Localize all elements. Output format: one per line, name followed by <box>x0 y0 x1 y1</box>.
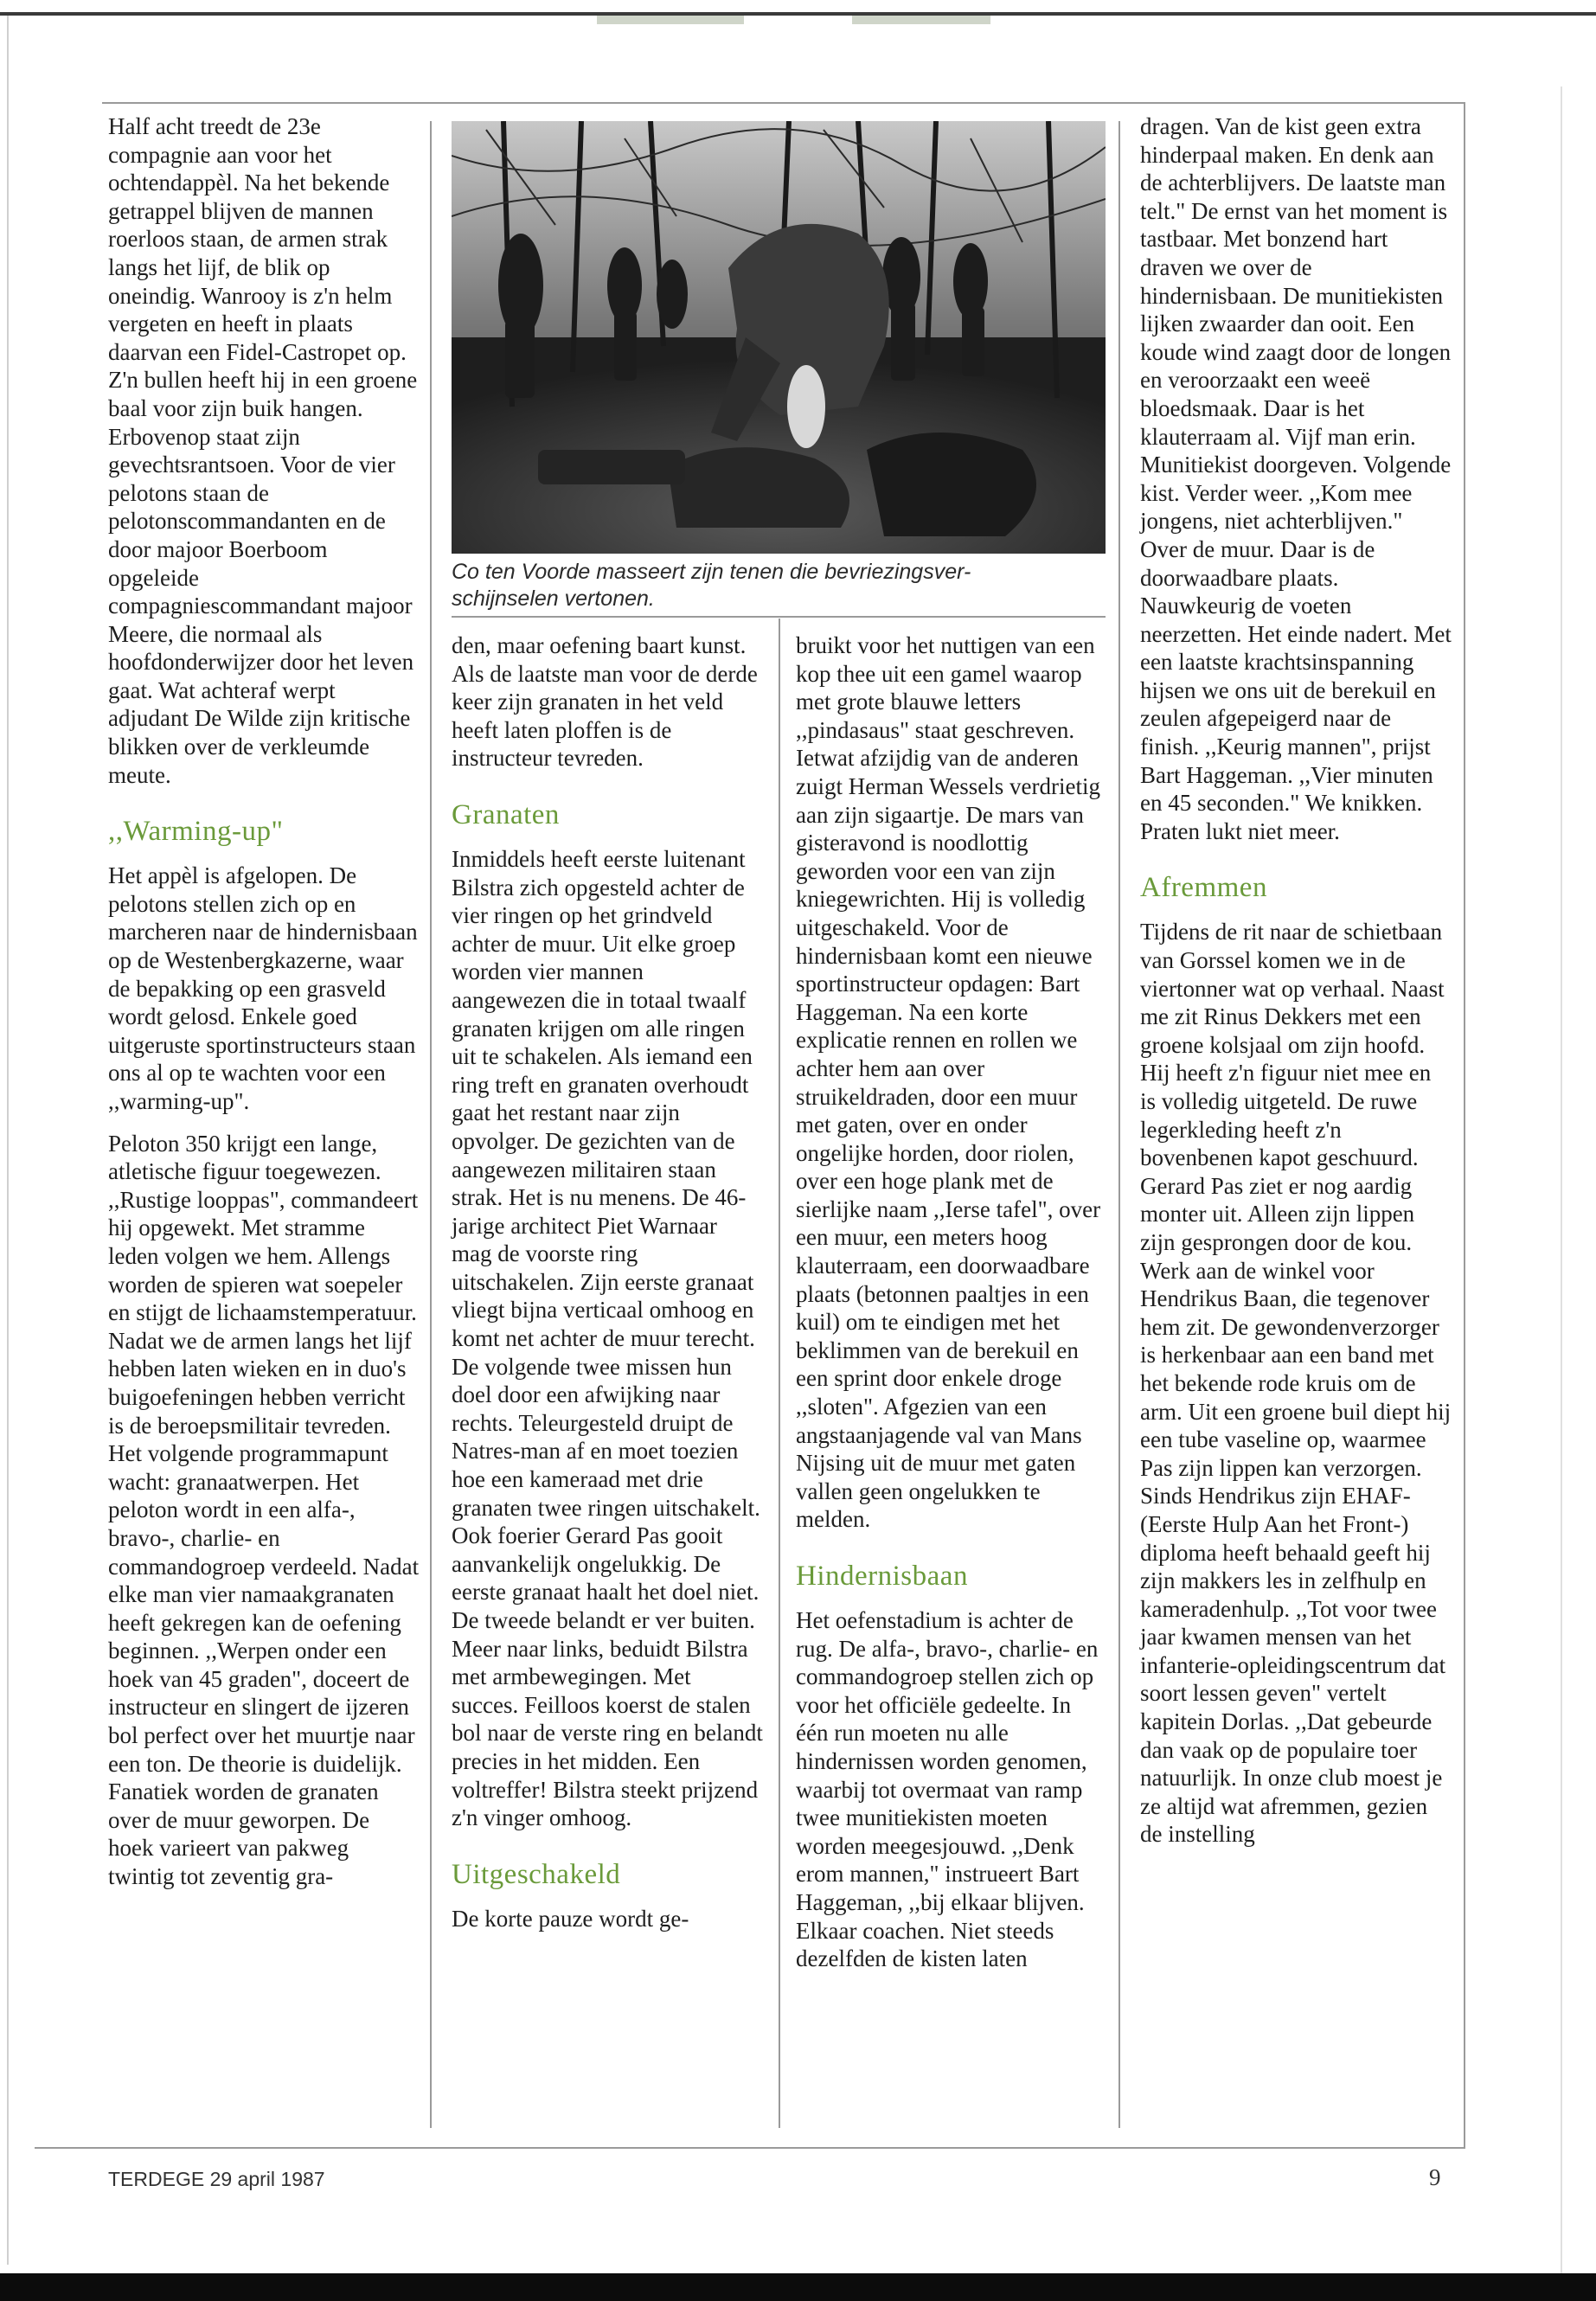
page-number: 9 <box>1429 2164 1441 2190</box>
paragraph: Inmiddels heeft eerste luitenant Bilstra zich opgesteld achter de vier ringen op het grindveld achter de muur. Uit elke groep worden vier mannen aangewezen die in totaal twaalf granaten krijgen om alle ringen uit te schakelen. Als iemand een ring treft en granaten overhoudt gaat het restant naar zijn opvolger. De gezichten van de aangewezen militairen staan strak. Het is nu menens. De 46-jarige architect Piet Warnaar mag de voorste ring uitschakelen. Zijn eerste granaat vliegt bijna verticaal omhoog en komt net achter de muur terecht. De volgende twee missen hun doel door een afwijking naar rechts. Teleurgesteld druipt de Natres-man af en moet toezien hoe een kameraad met drie granaten twee ringen uitschakelt. Ook foerier Gerard Pas gooit aanvankelijk ongelukkig. De eerste granaat haalt het doel niet. De tweede belandt er ver buiten. Meer naar links, beduidt Bilstra met armbewegingen. Met succes. Feilloos koerst de stalen bol naar de verste ring en belandt precies in het midden. Een voltreffer! Bilstra steekt prijzend z'n vinger omhoog. <box>452 845 763 1831</box>
caption-line: schijnselen vertonen. <box>452 586 655 611</box>
section-heading-warming-up: ,,Warming-up" <box>108 816 284 848</box>
scan-mark <box>597 16 744 24</box>
page-edge <box>7 16 9 2265</box>
bottom-frame-line <box>35 2147 1465 2149</box>
paragraph: Tijdens de rit naar de schietbaan van Gorssel komen we in de viertonner wat op verhaal. Naast me zit Rinus Dekkers met een groene kolsjaal om zijn hoofd. Hij heeft z'n figuur niet mee en is volledig uitgeteld. De ruwe legerkleding heeft z'n bovenbenen kapot geschuurd. Gerard Pas ziet er nog aardig monter uit. Alleen zijn lippen zijn gesprongen door de kou. Werk aan de winkel voor Hendrikus Baan, die tegenover hem zit. De gewondenverzorger is herkenbaar aan een band met het bekende rode kruis om de arm. Uit een groene buil diept hij een tube vaseline op, waarmee Pas zijn lippen kan verzorgen. Sinds Hendrikus zijn EHAF-(Eerste Hulp Aan het Front-) diploma heeft behaald geeft hij zijn makkers les in zelfhulp en kameradenhulp. ,,Tot voor twee jaar kwamen mensen van het infanterie-opleidingscentrum dat soort lessen geven" vertelt kapitein Dorlas. ,,Dat gebeurde dan vaak op de populaire toer natuurlijk. In onze club moest je ze altijd wat afremmen, gezien de instelling <box>1140 919 1452 1848</box>
photo-caption <box>452 559 1057 612</box>
paragraph: Half acht treedt de 23e compagnie aan voor het ochtendappèl. Na het bekende getrappel blijven de mannen roerloos staan, de armen strak langs het lijf, de blik op oneindig. Wanrooy is z'n helm vergeten en heeft in plaats daarvan een Fidel-Castropet op. Z'n bullen heeft hij in een groene baal voor zijn buik hangen. Erbovenop staat zijn gevechtsrantsoen. Voor de vier pelotons staan de pelotonscommandanten en de door majoor Boerboom opgeleide compagniescommandant majoor Meere, die normaal als hoofdonderwijzer door het leven gaat. Wat achteraf werpt adjudant De Wilde zijn kritische blikken over de verkleumde meute. <box>108 113 418 788</box>
caption-rule <box>452 616 1106 618</box>
paragraph: den, maar oefening baart kunst. Als de laatste man voor de derde keer zijn granaten in het veld heeft laten ploffen is de instructeur tevreden. <box>452 632 758 772</box>
scan-bottom-band <box>0 2273 1596 2301</box>
article-column-3 <box>796 631 1103 1973</box>
section-heading-granaten: Granaten <box>452 798 560 830</box>
paragraph: Het appèl is afgelopen. De pelotons stellen zich op en marcheren naar de hindernisbaan op de Westenbergkazerne, waar de bepakking op een grasveld wordt gelosd. Enkele goed uitgeruste sportinstructeurs staan ons al op te wachten voor een ,,warming-up". <box>108 862 418 1114</box>
footer-publication: TERDEGE 29 april 1987 <box>108 2168 325 2190</box>
column-rule <box>779 619 780 2128</box>
caption-line: Co ten Voorde masseert zijn tenen die bevriezingsver- <box>452 560 971 584</box>
top-rule <box>0 12 1596 16</box>
paragraph: Peloton 350 krijgt een lange, atletische figuur toegewezen. ,,Rustige looppas", commandeert hij opgewekt. Met stramme leden volgen we hem. Allengs worden de spieren wat soepeler en stijgt de lichaamstemperatuur. Nadat we de armen langs het lijf hebben laten wieken en in duo's buigoefeningen hebben verricht is de beroepsmilitair tevreden. Het volgende programmapunt wacht: granaatwerpen. Het peloton wordt in een alfa-, bravo-, charlie- en commandogroep verdeeld. Nadat elke man vier namaakgranaten heeft gekregen kan de oefening beginnen. ,,Werpen onder een hoek van 45 graden", doceert de instructeur en slingert de ijzeren bol perfect over het muurtje naar een ton. De theorie is duidelijk. Fanatiek worden de granaten over de muur geworpen. De hoek varieert van pakweg twintig tot zeventig gra- <box>108 1130 420 1890</box>
article-column-4 <box>1140 112 1452 1849</box>
article-column-2 <box>452 631 763 1932</box>
scan-edge-line <box>1561 87 1562 2284</box>
column-rule <box>430 121 432 2128</box>
paragraph: Het oefenstadium is achter de rug. De alfa-, bravo-, charlie- en commandogroep stellen zich op voor het officiële gedeelte. In één run moeten nu alle hindernissen worden genomen, waarbij tot overmaat van ramp twee munitiekisten moeten worden meegesjouwd. ,,Denk erom mannen," instrueert Bart Haggeman, ,,bij elkaar blijven. Elkaar coachen. Niet steeds dezelfden de kisten laten <box>796 1607 1099 1972</box>
section-heading-afremmen: Afremmen <box>1140 872 1267 904</box>
soldiers-in-forest-photo <box>452 121 1106 554</box>
paragraph: bruikt voor het nuttigen van een kop thee uit een gamel waarop met grote blauwe letters ,,pindasaus" staat geschreven. Ietwat afzijdig van de anderen zuigt Herman Wessels verdrietig aan zijn sigaartje. De mars van gisteravond is noodlottig geworden voor een van zijn kniegewrichten. Hij is volledig uitgeschakeld. Voor de hindernisbaan komt een nieuwe sportinstructeur opdagen: Bart Haggeman. Na een korte explicatie rennen en rollen we achter hem aan over struikeldraden, door een muur met gaten, over en onder ongelijke horden, door riolen, over een hoge plank met de sierlijke naam ,,Ierse tafel", over een muur, een meters hoog klauterraam, een doorwaadbare plaats (betonnen paaltjes in een kuil) om te eindigen met het beklimmen van de berekuil en een sprint door enkele droge ,,sloten". Afgezien van een angstaanjagende val van Mans Nijsing uit de muur met gaten vallen geen ongelukken te melden. <box>796 632 1101 1533</box>
right-frame-line <box>1464 102 1465 2148</box>
section-heading-uitgeschakeld: Uitgeschakeld <box>452 1858 621 1890</box>
section-heading-hindernisbaan: Hindernisbaan <box>796 1561 968 1592</box>
top-frame-line <box>102 102 1465 104</box>
column-rule <box>1118 121 1120 2128</box>
article-photo <box>452 121 1106 554</box>
article-column-1 <box>108 112 420 1891</box>
scan-mark <box>852 16 990 24</box>
paragraph: De korte pauze wordt ge- <box>452 1905 689 1932</box>
paragraph: dragen. Van de kist geen extra hinderpaal maken. En denk aan de achterblijvers. De laatste man telt." De ernst van het moment is tastbaar. Met bonzend hart draven we over de hindernisbaan. De munitiekisten lijken zwaarder dan ooit. Een koude wind zaagt door de longen en veroorzaakt een weeë bloedsmaak. Daar is het klauterraam al. Vijf man erin. Munitiekist doorgeven. Volgende kist. Verder weer. ,,Kom mee jongens, niet achterblijven." Over de muur. Daar is de doorwaadbare plaats. Nauwkeurig de voeten neerzetten. Het einde nadert. Met een laatste krachtsinspanning hijsen we ons uit de berekuil en zeulen afgepeigerd naar de finish. ,,Keurig mannen", prijst Bart Haggeman. ,,Vier minuten en 45 seconden." We knikken. Praten lukt niet meer. <box>1140 113 1452 844</box>
